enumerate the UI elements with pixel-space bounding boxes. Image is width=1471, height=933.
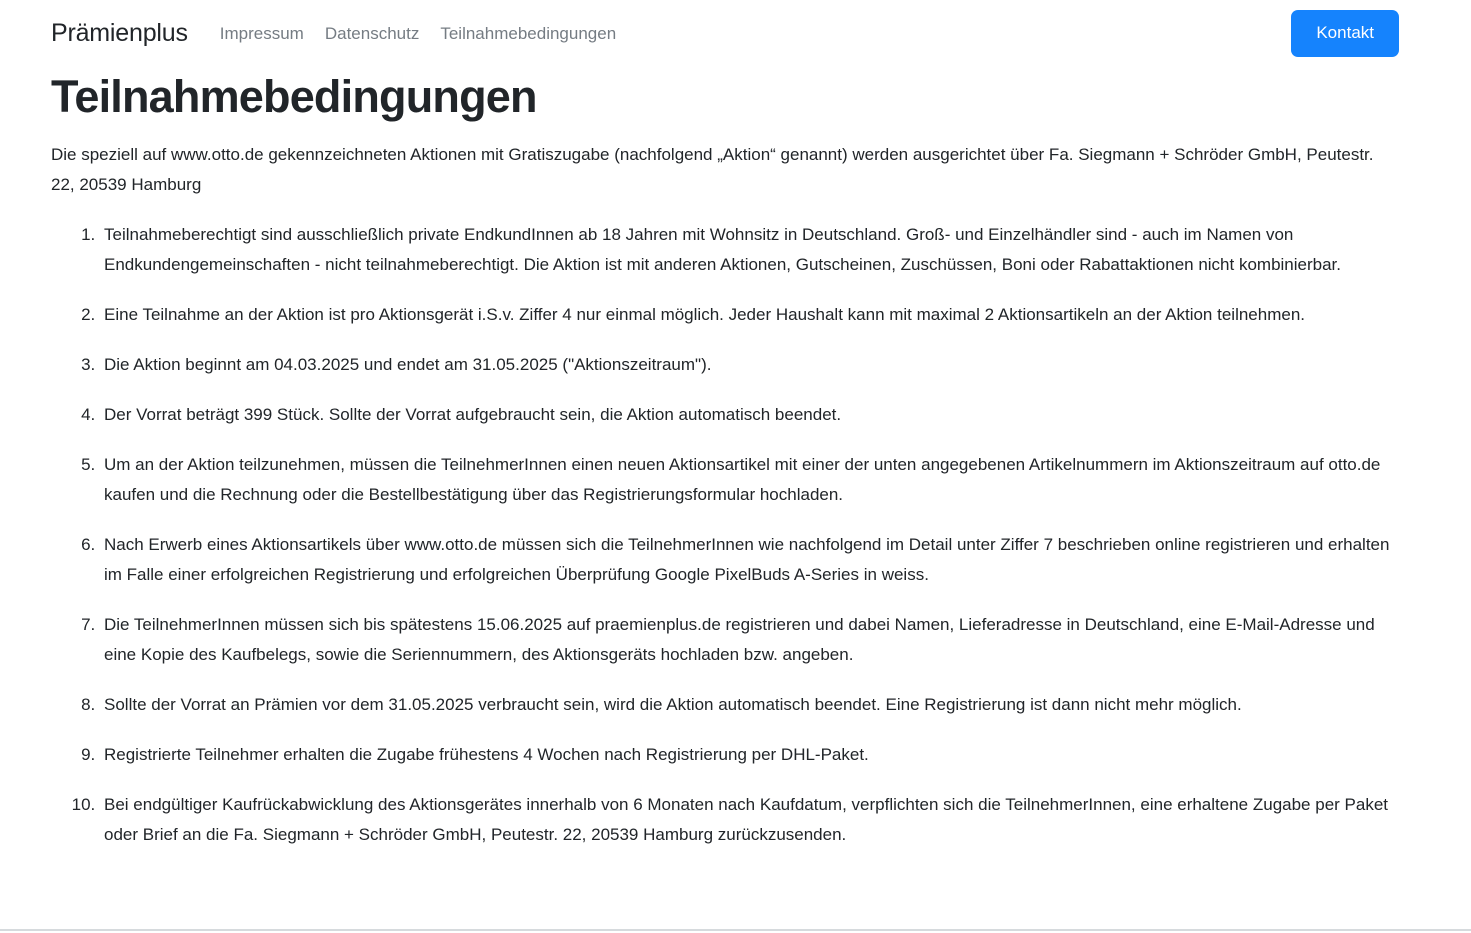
top-nav-bar <box>0 0 1471 67</box>
kontakt-button[interactable]: Kontakt <box>1291 10 1399 57</box>
nav-link[interactable]: Datenschutz <box>324 23 420 43</box>
brand-logo[interactable]: Prämienplus <box>51 19 188 47</box>
bottom-divider <box>0 929 1471 931</box>
terms-list-item: 6. Nach Erwerb eines Aktionsartikels über www.otto.de müssen sich die TeilnehmerInnen wie nachfolgend im Detail unter Ziffer 7 beschrieben online registrieren und erhalten im Falle einer erfolgreichen Registrierung und erfolgreichen Überprüfung Google PixelBuds A-Series in weiss. <box>100 530 1396 590</box>
nav-link[interactable]: Teilnahmebedingungen <box>440 23 617 43</box>
terms-list-item: 9. Registrierte Teilnehmer erhalten die Zugabe frühestens 4 Wochen nach Registrierung per DHL-Paket. <box>100 740 1396 770</box>
terms-list-item: 7. Die TeilnehmerInnen müssen sich bis spätestens 15.06.2025 auf praemienplus.de registrieren und dabei Namen, Lieferadresse in Deutschland, eine E-Mail-Adresse und eine Kopie des Kaufbelegs, sowie die Seriennummern, des Aktionsgeräts hochladen bzw. angeben. <box>100 610 1396 670</box>
terms-list-item: 2. Eine Teilnahme an der Aktion ist pro Aktionsgerät i.S.v. Ziffer 4 nur einmal möglich. Jeder Haushalt kann mit maximal 2 Aktionsartikeln an der Aktion teilnehmen. <box>100 300 1396 330</box>
terms-list-item: 8. Sollte der Vorrat an Prämien vor dem 31.05.2025 verbraucht sein, wird die Aktion automatisch beendet. Eine Registrierung ist dann nicht mehr möglich. <box>100 690 1396 720</box>
nav-links <box>220 24 1292 44</box>
page-title: Teilnahmebedingungen <box>51 71 537 122</box>
terms-list <box>51 220 1396 850</box>
terms-page <box>0 70 1471 850</box>
terms-list-item: 3. Die Aktion beginnt am 04.03.2025 und endet am 31.05.2025 ("Aktionszeitraum"). <box>100 350 1396 380</box>
terms-list-item: 4. Der Vorrat beträgt 399 Stück. Sollte der Vorrat aufgebraucht sein, die Aktion automatisch beendet. <box>100 400 1396 430</box>
terms-list-item: 1. Teilnahmeberechtigt sind ausschließlich private EndkundInnen ab 18 Jahren mit Wohnsitz in Deutschland. Groß- und Einzelhändler sind - auch im Namen von Endkundengemeinschaften - nicht teilnahmeberechtigt. Die Aktion ist mit anderen Aktionen, Gutscheinen, Zuschüssen, Boni oder Rabattaktionen nicht kombinierbar. <box>100 220 1396 280</box>
terms-list-item: 10. Bei endgültiger Kaufrückabwicklung des Aktionsgerätes innerhalb von 6 Monaten nach Kaufdatum, verpflichten sich die TeilnehmerInnen, eine erhaltene Zugabe per Paket oder Brief an die Fa. Siegmann + Schröder GmbH, Peutestr. 22, 20539 Hamburg zurückzusenden. <box>100 790 1396 850</box>
nav-link[interactable]: Impressum <box>219 23 304 43</box>
intro-paragraph: Die speziell auf www.otto.de gekennzeichneten Aktionen mit Gratiszugabe (nachfolgend „Aktion“ genannt) werden ausgerichtet über Fa. Siegmann + Schröder GmbH, Peutestr. 22, 20539 Hamburg <box>51 145 1374 194</box>
terms-list-item: 5. Um an der Aktion teilzunehmen, müssen die TeilnehmerInnen einen neuen Aktionsartikel mit einer der unten angegebenen Artikelnummern im Aktionszeitraum auf otto.de kaufen und die Rechnung oder die Bestellbestätigung über das Registrierungsformular hochladen. <box>100 450 1396 510</box>
